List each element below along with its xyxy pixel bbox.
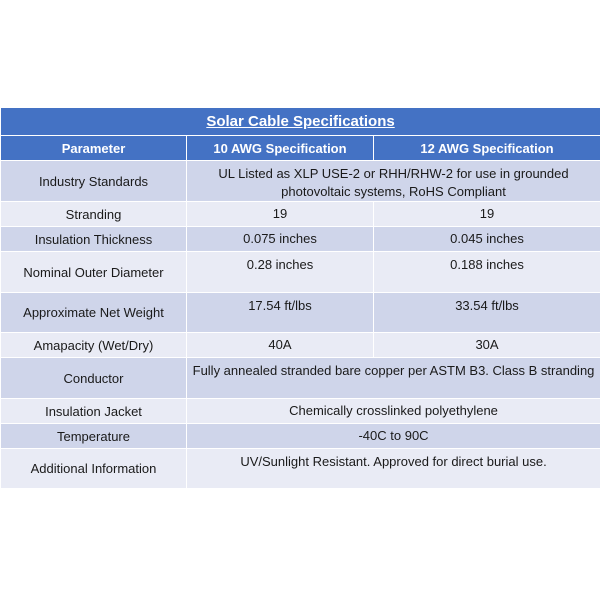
param-stranding: Stranding xyxy=(1,202,187,227)
value-stranding-12awg: 19 xyxy=(374,202,600,227)
table-row xyxy=(1,252,600,293)
table-row xyxy=(1,161,600,202)
param-additional-information: Additional Information xyxy=(1,449,187,489)
value-insulation-jacket: Chemically crosslinked polyethylene xyxy=(187,399,600,424)
table-row xyxy=(1,227,600,252)
value-net-weight-12awg: 33.54 ft/lbs xyxy=(374,293,600,333)
value-outer-diameter-12awg: 0.188 inches xyxy=(374,252,600,293)
param-insulation-thickness: Insulation Thickness xyxy=(1,227,187,252)
table-row xyxy=(1,293,600,333)
value-conductor: Fully annealed stranded bare copper per ASTM B3. Class B stranding xyxy=(187,358,600,399)
header-10awg: 10 AWG Specification xyxy=(187,136,374,161)
value-amapacity-10awg: 40A xyxy=(187,333,374,358)
param-conductor: Conductor xyxy=(1,358,187,399)
value-insulation-thickness-10awg: 0.075 inches xyxy=(187,227,374,252)
param-insulation-jacket: Insulation Jacket xyxy=(1,399,187,424)
value-industry-standards: UL Listed as XLP USE-2 or RHH/RHW-2 for use in grounded photovoltaic systems, RoHS Compliant xyxy=(187,161,600,202)
table-row xyxy=(1,449,600,489)
solar-cable-spec-table xyxy=(0,107,600,489)
param-temperature: Temperature xyxy=(1,424,187,449)
table-row xyxy=(1,333,600,358)
value-insulation-thickness-12awg: 0.045 inches xyxy=(374,227,600,252)
value-temperature: -40C to 90C xyxy=(187,424,600,449)
table-header-row xyxy=(1,136,600,161)
value-additional-information: UV/Sunlight Resistant. Approved for direct burial use. xyxy=(187,449,600,489)
table-title-row xyxy=(1,108,600,136)
value-net-weight-10awg: 17.54 ft/lbs xyxy=(187,293,374,333)
value-outer-diameter-10awg: 0.28 inches xyxy=(187,252,374,293)
table-title: Solar Cable Specifications xyxy=(1,108,600,136)
header-parameter: Parameter xyxy=(1,136,187,161)
header-12awg: 12 AWG Specification xyxy=(374,136,600,161)
value-amapacity-12awg: 30A xyxy=(374,333,600,358)
table-row xyxy=(1,399,600,424)
param-amapacity: Amapacity (Wet/Dry) xyxy=(1,333,187,358)
table-row xyxy=(1,424,600,449)
table-row xyxy=(1,358,600,399)
param-nominal-outer-diameter: Nominal Outer Diameter xyxy=(1,252,187,293)
param-industry-standards: Industry Standards xyxy=(1,161,187,202)
param-approximate-net-weight: Approximate Net Weight xyxy=(1,293,187,333)
table-row xyxy=(1,202,600,227)
value-stranding-10awg: 19 xyxy=(187,202,374,227)
